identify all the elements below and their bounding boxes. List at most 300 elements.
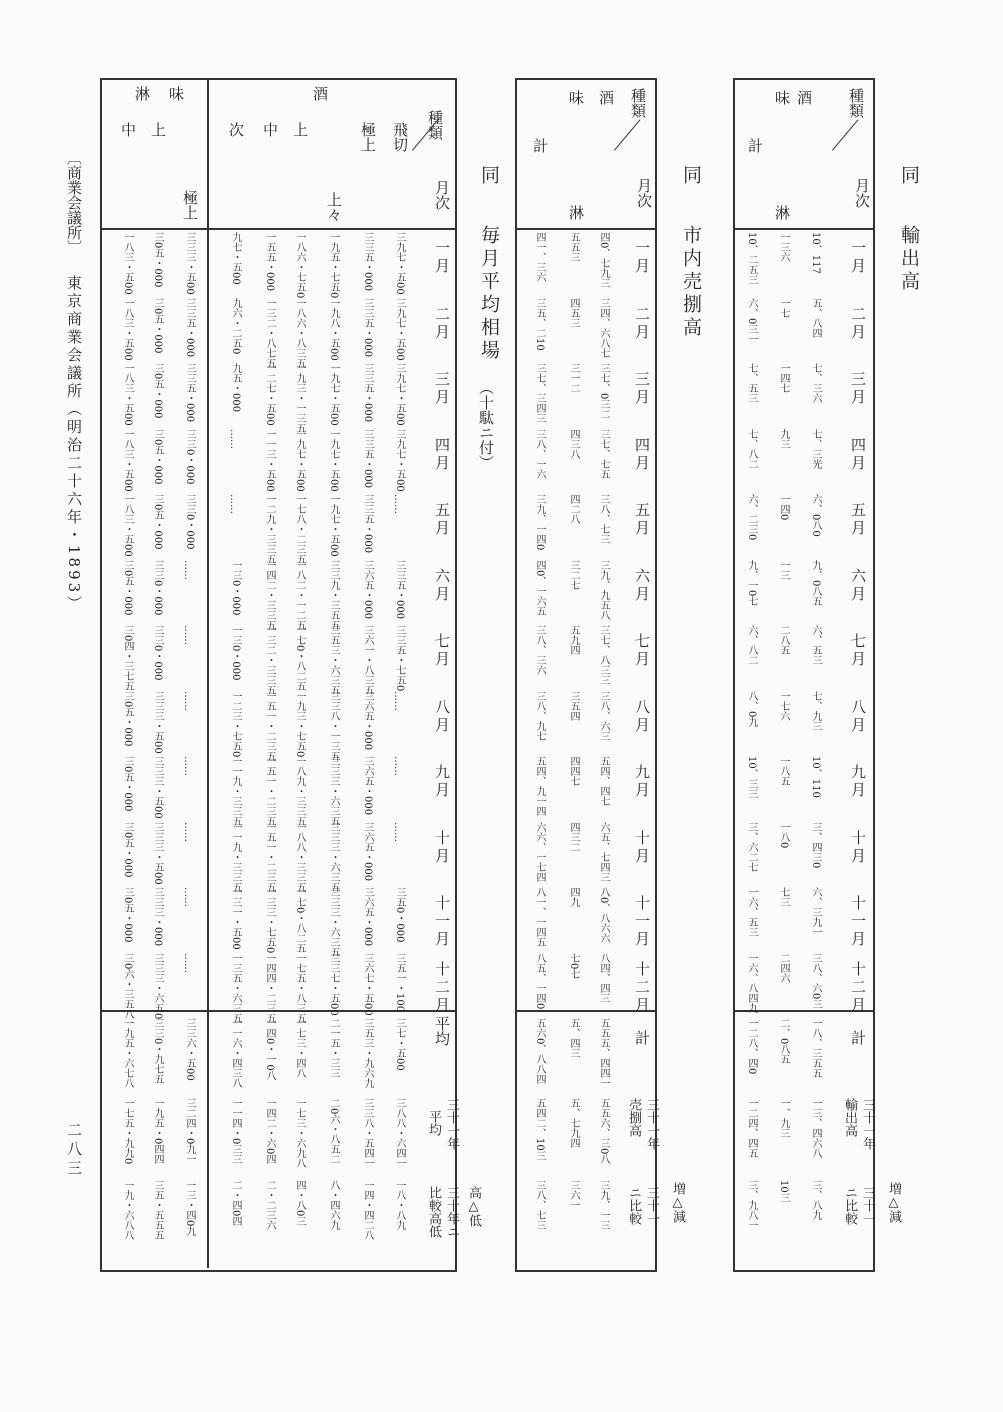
export-stub-month: 月次 [853, 178, 871, 208]
price-cell: 三七・五00 [394, 1018, 405, 1071]
price-cell: 三六一・八三五 [362, 625, 373, 695]
city-month-header: 十月 [633, 829, 651, 866]
price-month-header: 四月 [433, 436, 451, 473]
export-cell-sake: 六、三九一 [810, 887, 821, 937]
price-cell: 三六五・000 [362, 821, 373, 881]
price-cell: 一五五・000 [264, 232, 275, 292]
city-label-mirin-top: 味 [567, 90, 585, 105]
price-month-header: 一月 [433, 240, 451, 276]
price-col-avg: 平均 [433, 1016, 451, 1046]
price-cell: 三三九・三五五 [328, 559, 339, 630]
price-cell: 三五一・100 [394, 952, 405, 1012]
price-grade-label: 飛切 [391, 122, 409, 152]
price-month-header: 八月 [433, 698, 451, 735]
export-month-header: 三月 [849, 371, 867, 407]
city-month-header: 六月 [633, 567, 651, 604]
export-cell-mirin: 一三六 [778, 232, 789, 262]
city-cell-total: 四一、三六 [534, 232, 545, 282]
price-cell: 一一九・三三五 [230, 821, 241, 892]
price-cell: 三三三・五00 [184, 232, 195, 295]
price-cell: 一八・八九 [394, 1180, 405, 1230]
export-cell-sake: 三、八九 [810, 1180, 821, 1220]
city-cell-sake: 三八、六三 [598, 690, 609, 741]
city-cell-total: 六六、一七四 [534, 821, 545, 882]
price-cell: 一四・四二八 [362, 1180, 373, 1240]
city-cell-sake: 三七、0三二 [598, 363, 609, 420]
export-stub-kind: 種類 [847, 88, 865, 118]
city-col-cmp-a: 三十一 [644, 1186, 659, 1225]
export-cell-mirin: 一八0 [778, 821, 789, 848]
city-cell-mirin: 五、七九四 [568, 1098, 579, 1148]
export-cell-sake: 一八、三五五 [810, 1018, 821, 1078]
price-cell: 三六五・000 [362, 756, 373, 816]
city-cell-mirin: 五、四三 [568, 1018, 579, 1058]
city-col-cmp-b: ニ比較 [626, 1186, 641, 1225]
export-cell-mirin: 一、九三 [778, 1098, 789, 1138]
price-month-header: 九月 [433, 764, 451, 800]
price-group-divider [207, 78, 209, 1268]
export-cell-total: 10、二五三 [746, 232, 757, 285]
price-cell: 三0五・000 [122, 887, 133, 943]
price-cell: 一九七・五00 [328, 494, 339, 557]
price-cell: 一九八・五00 [328, 297, 339, 361]
city-cell-mirin: 四二八 [568, 494, 579, 524]
city-heading-a: 同 [680, 165, 702, 188]
price-month-header: 三月 [433, 371, 451, 407]
price-cell: 一八二・一二五 [294, 559, 305, 630]
price-month-header: 二月 [433, 305, 451, 342]
export-month-header: 九月 [849, 764, 867, 800]
city-cell-total: 三八、一六 [534, 428, 545, 479]
price-cell: 一三一・五00 [230, 887, 241, 950]
export-header-rule [733, 228, 873, 230]
price-label-mirin-b: 淋 [133, 86, 151, 101]
price-cell: 一七0・八二五 [294, 887, 305, 954]
price-stub-kind: 種類 [426, 110, 444, 140]
price-cell: 八・四六九 [328, 1180, 339, 1230]
city-month-header: 一月 [633, 240, 651, 276]
export-cell-mirin: 10三 [778, 1180, 789, 1203]
price-cell: 三三0・000 [152, 559, 163, 615]
price-cell: 九六・二五0 [230, 297, 241, 354]
export-cell-mirin: 七三 [778, 887, 789, 907]
price-cell: 三三五・000 [362, 363, 373, 423]
price-cell: …… [182, 690, 193, 711]
price-cell: 三三三・六五0 [152, 952, 163, 1019]
city-cell-total: 三八、九七 [534, 690, 545, 741]
price-cell: 三三五・000 [184, 363, 195, 423]
export-cell-total: 八、0九 [746, 690, 757, 727]
price-cell: 二・四0四 [230, 1180, 241, 1227]
price-col-31-a: 三十一年 [444, 1098, 459, 1150]
price-cell: 三三五・000 [362, 297, 373, 357]
city-cell-mirin: 五九四 [568, 625, 579, 655]
price-cell: 九七・五00 [230, 232, 241, 285]
export-cell-mirin: 一四0 [778, 494, 789, 521]
city-cell-sake: 五五六、三0八 [598, 1098, 609, 1165]
price-cell: 三0五・000 [152, 428, 163, 484]
price-cell: 三六五・000 [362, 887, 373, 947]
price-cell: 三三三・000 [152, 887, 163, 947]
price-cell: 三0五・000 [152, 232, 163, 288]
city-cell-mirin: 七0七 [568, 952, 579, 979]
price-cell: 一八三・五00 [122, 428, 133, 492]
price-cell: …… [392, 756, 403, 776]
export-heading-b: 輸出高 [898, 225, 920, 294]
city-cell-sake: 三八、七三 [598, 494, 609, 544]
price-cell: 一四二・六0四 [264, 1098, 275, 1165]
price-cell: 一九五・0四四 [152, 1098, 163, 1165]
city-cell-total: 三九、一四0 [534, 494, 545, 551]
city-cell-sake: 五四、四七 [598, 756, 609, 806]
price-cell: 一八三・五00 [122, 297, 133, 361]
price-cell: …… [182, 952, 193, 973]
price-cell: 一一四・0三三 [230, 1098, 241, 1165]
price-cell: 一八三・五00 [122, 232, 133, 295]
export-cell-mirin: 二八五 [778, 625, 789, 655]
city-month-header: 五月 [633, 502, 651, 538]
city-label-sake: 酒 [597, 90, 615, 105]
price-cell: 三0六・三五八 [122, 952, 133, 1019]
price-cell: …… [392, 821, 403, 842]
export-col-31-b: 輸出高 [842, 1098, 857, 1137]
city-cell-mirin: 三二七 [568, 559, 579, 590]
export-cell-total: 六、八二 [746, 625, 757, 665]
export-cell-sake: 七、三六 [810, 363, 821, 403]
price-cell: 一三三・七五0 [264, 887, 275, 954]
price-cell: 一八六・八三五 [294, 297, 305, 368]
price-cell: 一四二・三三五 [264, 559, 275, 630]
city-cell-sake: 八四、四三 [598, 952, 609, 1003]
city-cell-mirin: 五五三 [568, 232, 579, 262]
price-cell: 一七五・八三五 [294, 952, 305, 1023]
price-cell: 一八三・五00 [122, 363, 133, 426]
city-cell-sake: 五五五、四四一 [598, 1018, 609, 1088]
city-cell-mirin: 四九 [568, 887, 579, 907]
price-cell: 一九五・六七八 [122, 1018, 133, 1088]
city-month-header: 二月 [633, 305, 651, 342]
price-cell: 三0五・000 [122, 690, 133, 746]
price-cell: …… [182, 821, 193, 842]
export-cell-mirin: 一七 [778, 297, 789, 318]
price-cell: 三三三・六三五 [328, 756, 339, 826]
export-month-header: 八月 [849, 698, 867, 735]
price-cell: 三三七・五00 [328, 952, 339, 1016]
price-grade-label: 上 [149, 122, 167, 137]
city-cell-total: 三八、三六 [534, 625, 545, 675]
export-cell-sake: 一三、四六八 [810, 1098, 821, 1158]
price-cell: 三三五・000 [362, 494, 373, 554]
export-col-total: 計 [849, 1030, 867, 1045]
price-cell: 一三0・000 [230, 559, 241, 615]
export-cell-total: 六、二三0 [746, 494, 757, 541]
export-cell-total: 一六、八四九 [746, 952, 757, 1013]
price-cell: 三六七・五00 [362, 952, 373, 1016]
price-cell: 三九七・五00 [394, 297, 405, 361]
price-cell: …… [182, 559, 193, 580]
city-cell-total: 三七、三四三 [534, 363, 545, 423]
price-header-rule [100, 228, 455, 230]
export-month-header: 五月 [849, 502, 867, 538]
price-cell: 一三0・000 [230, 625, 241, 681]
export-cell-total: 七、八二 [746, 428, 757, 469]
city-month-header: 十二月 [633, 960, 651, 1015]
price-cell: 三八八・六四一 [394, 1098, 405, 1168]
price-cell: 一八八・三三五 [294, 821, 305, 892]
export-col-31-a: 三十一年 [860, 1098, 875, 1150]
city-month-header: 四月 [633, 436, 651, 473]
price-cell: …… [182, 756, 193, 776]
price-cell: 三0五・000 [122, 756, 133, 812]
price-grade-label: 中 [261, 122, 279, 137]
city-cell-mirin: 三六一 [568, 1180, 579, 1210]
export-change-label: 増△減 [886, 1182, 901, 1223]
export-cell-mirin: 一八五 [778, 756, 789, 786]
price-cell: 一一九・三三五 [230, 756, 241, 826]
price-cell: 三三五・000 [184, 297, 195, 357]
price-cell: 一九三・七五0 [294, 690, 305, 757]
price-cell: 三0五・000 [152, 297, 163, 353]
city-cell-total: 四0、一六五 [534, 559, 545, 616]
price-cell: 三0五・000 [152, 494, 163, 550]
price-grade-label: 中 [119, 122, 137, 137]
city-change-label: 増△減 [670, 1182, 685, 1223]
price-cell: 一七三・六九八 [294, 1098, 305, 1168]
price-cell: 三0四・三七五 [122, 625, 133, 692]
city-cell-sake: 四0、七九三 [598, 232, 609, 289]
price-cell: 四・八0三 [294, 1180, 305, 1227]
export-cell-total: 一六、五三 [746, 887, 757, 937]
city-cell-total: 三八、七三 [534, 1180, 545, 1230]
price-cell: 三二四・0九一 [184, 1098, 195, 1165]
export-month-header: 十月 [849, 829, 867, 866]
city-col-total: 計 [633, 1030, 651, 1045]
city-month-header: 八月 [633, 698, 651, 735]
price-month-header: 十月 [433, 829, 451, 866]
export-cell-mirin: 一三 [778, 559, 789, 580]
price-cell: 三五・五五五 [152, 1180, 163, 1240]
price-cell: 三三三・六三五 [328, 821, 339, 892]
price-cell: 一三二・八七五 [264, 297, 275, 368]
price-cell: 一九七・五00 [294, 428, 305, 492]
export-cell-mirin: 一七六 [778, 690, 789, 721]
city-cell-sake: 三七、八三三 [598, 625, 609, 685]
price-cell: 三0五・000 [122, 559, 133, 615]
city-col-31-a: 三十一年 [644, 1098, 659, 1150]
price-month-header: 十二月 [433, 960, 451, 1015]
price-col-cmp-b: 比較高低 [426, 1186, 441, 1238]
export-cell-total: 一二四、四五 [746, 1098, 757, 1158]
export-cell-mirin: 九三 [778, 428, 789, 449]
city-cell-mirin: 四三二 [568, 821, 579, 852]
price-cell: 三三三・五00 [152, 690, 163, 754]
price-cell: 三三三・五00 [152, 756, 163, 819]
price-cell: 三三0・000 [184, 494, 195, 550]
export-month-header: 七月 [849, 633, 867, 669]
export-label-sake: 酒 [795, 90, 813, 105]
export-cell-total: 七、五三 [746, 363, 757, 403]
export-heading-a: 同 [898, 165, 920, 188]
price-grade-label: 次 [227, 122, 245, 137]
export-cell-sake: 七、三光 [810, 428, 821, 469]
export-label-mirin-top: 味 [773, 90, 791, 105]
city-cell-total: 三五、二10 [534, 297, 545, 351]
city-cell-mirin: 四五三 [568, 297, 579, 328]
price-cell: 一三・四0九 [184, 1180, 195, 1237]
price-cell: 三三三・五00 [152, 821, 163, 885]
price-heading-b: 毎月平均相場 [478, 225, 500, 363]
price-cell: 三六五・000 [362, 559, 373, 619]
export-month-header: 六月 [849, 567, 867, 604]
price-cell: 一九三・一三五 [294, 363, 305, 433]
city-cell-mirin: 四三八 [568, 428, 579, 459]
price-cell: 三五三・六三五 [328, 625, 339, 695]
price-cell: 三九七・五00 [394, 232, 405, 295]
price-month-header: 五月 [433, 502, 451, 538]
price-label-mirin-a: 味 [167, 86, 185, 101]
city-month-header: 十一月 [633, 895, 651, 949]
price-unit: （十駄ニ付） [477, 380, 495, 470]
export-cell-sake: 三八、六0三 [810, 952, 821, 1009]
export-month-header: 十一月 [849, 895, 867, 949]
export-label-mirin-bottom: 淋 [773, 205, 791, 220]
city-cell-mirin: 三一二 [568, 363, 579, 393]
price-stub-month: 月次 [433, 180, 451, 210]
price-cell: 三五0・000 [394, 887, 405, 943]
price-month-header: 十一月 [433, 895, 451, 949]
price-label-sake: 酒 [311, 86, 329, 101]
export-month-header: 一月 [849, 240, 867, 276]
city-cell-sake: 三七、七五 [598, 428, 609, 479]
price-month-header: 七月 [433, 633, 451, 669]
price-cell: 三三0・000 [184, 428, 195, 484]
city-cell-sake: 三九、九五八 [598, 559, 609, 620]
export-month-header: 二月 [849, 305, 867, 342]
export-cell-total: 三、九八一 [746, 1180, 757, 1230]
price-cell: 一九七・五00 [328, 363, 339, 426]
city-cell-mirin: 三五四 [568, 690, 579, 721]
price-change-label: 高△低 [466, 1186, 481, 1227]
export-cell-sake: 七、九三 [810, 690, 821, 731]
price-cell: 二・二三六 [264, 1180, 275, 1230]
city-header-rule [515, 228, 655, 230]
price-cell: 一三二・三三五 [264, 625, 275, 695]
price-cell: 三六五・000 [362, 690, 373, 750]
price-cell: 一八六・七五0 [294, 232, 305, 299]
price-month-header: 六月 [433, 567, 451, 604]
price-grade-label: 上 [291, 122, 309, 137]
price-cell: …… [182, 625, 193, 645]
price-cell: 三三0・九七五 [152, 1018, 163, 1085]
city-month-header: 九月 [633, 764, 651, 800]
city-cell-total: 八五、一四0 [534, 952, 545, 1009]
price-cell: 三三五・000 [394, 559, 405, 619]
city-stub-month: 月次 [635, 178, 653, 208]
source-bracket: 〔商業会議所〕 [65, 150, 83, 255]
city-month-header: 三月 [633, 371, 651, 407]
export-cell-total: 10、三三 [746, 756, 757, 799]
price-cell: 二一五・三三 [328, 1018, 339, 1078]
price-cell: 一四0・一0八 [264, 1018, 275, 1081]
price-cell: 一一六・四三八 [230, 1018, 241, 1088]
city-cell-total: 五四二、10三 [534, 1098, 545, 1161]
price-cell: 二0六・八五二 [328, 1098, 339, 1165]
city-label-total: 計 [531, 138, 549, 153]
price-cell: 一九七・五00 [328, 428, 339, 492]
price-cell: 一七八・二三五 [294, 494, 305, 564]
price-cell: 三三五・000 [362, 428, 373, 488]
city-col-31-b: 売捌高 [626, 1098, 641, 1137]
export-cell-sake: 九、0八五 [810, 559, 821, 606]
price-cell: 一七0・八二五 [294, 625, 305, 692]
price-cell: …… [228, 428, 239, 449]
city-cell-sake: 八0、八六六 [598, 887, 609, 944]
export-cell-mirin: 二四六 [778, 952, 789, 983]
price-col-cmp-a: 三十年ニ [444, 1186, 459, 1238]
price-cell: 三九七・五00 [394, 363, 405, 426]
price-cell: 三三0・000 [152, 625, 163, 681]
price-cell: 三三三・六三五 [328, 887, 339, 957]
export-cell-sake: 10、110 [810, 756, 821, 798]
price-cell: 一二七・五00 [264, 363, 275, 426]
price-cell: 一三五・六三五 [230, 952, 241, 1023]
city-cell-total: 五六0、八八四 [534, 1018, 545, 1085]
price-grade-label: 極上 [359, 122, 377, 152]
export-cell-total: 九、一0七 [746, 559, 757, 606]
price-cell: …… [228, 494, 239, 514]
price-cell: 一二三・七五0 [230, 690, 241, 757]
price-cell: 一二九・三三五 [264, 494, 275, 564]
export-col-cmp-b: ニ比較 [842, 1186, 857, 1225]
price-cell: 一四四・二三五 [264, 952, 275, 1023]
city-heading-b: 市内売捌高 [680, 225, 702, 340]
price-cell: 三三八・五四一 [362, 1098, 373, 1168]
export-cell-sake: 六、0八0 [810, 494, 821, 537]
city-month-header: 七月 [633, 633, 651, 669]
price-cell: 三九七・五00 [394, 428, 405, 492]
price-cell: 九五・000 [230, 363, 241, 413]
city-cell-sake: 六五、七四三 [598, 821, 609, 882]
price-col-31-b: 平均 [426, 1110, 441, 1136]
price-cell: 一九五・七五0 [328, 232, 339, 299]
city-cell-total: 五四、九一四 [534, 756, 545, 816]
price-cell: 一九・六八八 [122, 1180, 133, 1240]
price-cell: 一五一・二三五 [264, 821, 275, 892]
price-heading-a: 同 [478, 165, 500, 188]
price-grade-label: 極上 [181, 190, 199, 220]
export-cell-sake: 三、四三0 [810, 821, 821, 868]
export-cell-total: 一二八、四0 [746, 1018, 757, 1075]
export-col-cmp-a: 三十一 [860, 1186, 875, 1225]
price-cell: 三0五・000 [122, 821, 133, 877]
export-cell-mirin: 一四七 [778, 363, 789, 393]
price-cell: 一五一・二三五 [264, 690, 275, 761]
price-grade-label: 上々 [325, 192, 343, 222]
price-cell: 一七三・四八 [294, 1018, 305, 1078]
city-label-mirin-bottom: 淋 [567, 205, 585, 220]
price-cell: …… [182, 887, 193, 907]
price-cell: 一五一・二三五 [264, 756, 275, 826]
export-cell-total: 三、六二七 [746, 821, 757, 872]
export-label-total: 計 [746, 138, 764, 153]
price-cell: 三三六・五00 [184, 1018, 195, 1081]
city-cell-total: 八一、一四五 [534, 887, 545, 947]
price-cell: 一八三・五00 [122, 494, 133, 557]
export-cell-sake: 六、五三 [810, 625, 821, 665]
price-cell: 一七五・九九0 [122, 1098, 133, 1165]
price-cell: 一八九・三三五 [294, 756, 305, 826]
price-cell: 三三八・一三五 [328, 690, 339, 761]
